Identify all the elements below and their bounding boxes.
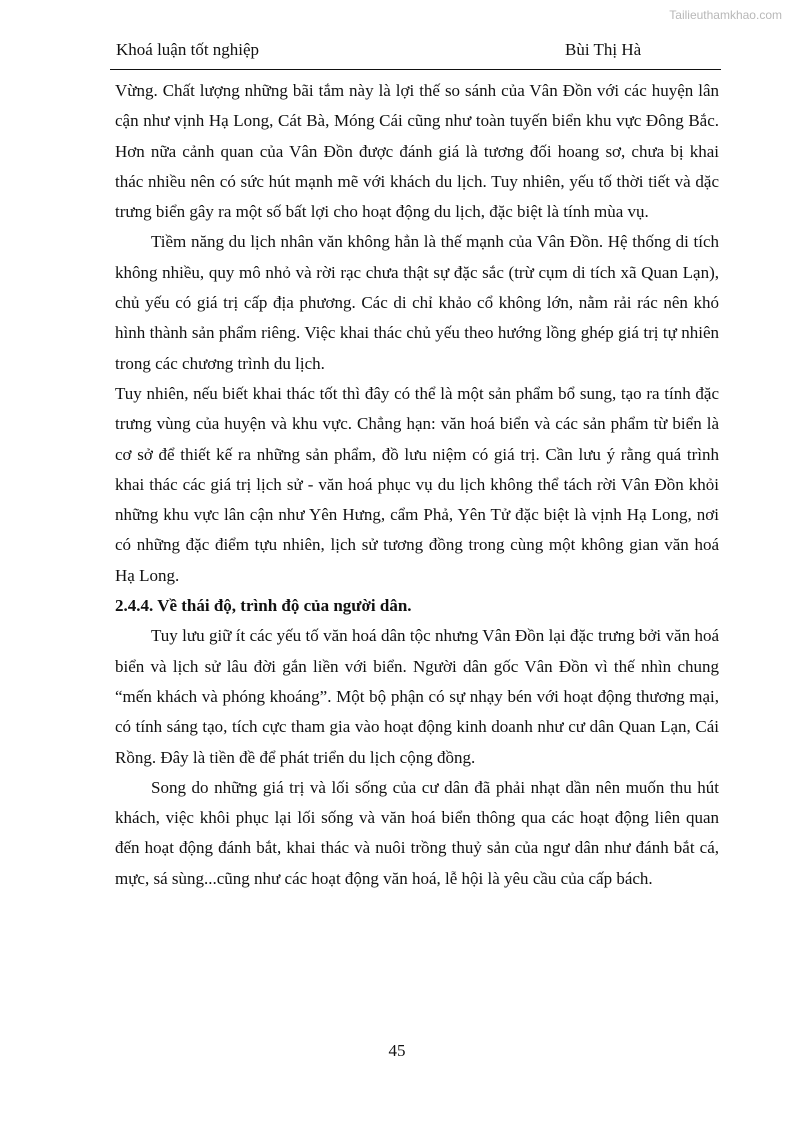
paragraph-restoration: Song do những giá trị và lối sống của cư dân đã phải nhạt dần nên muốn thu hút khách, việc khôi phục lại lối sống và văn hoá biển thông qua các hoạt động liên quan đến hoạt động đánh bắt, khai thác và nuôi trồng thuỷ sản của ngư dân như đánh bắt cá, mực, sá sùng...cũng như các hoạt động văn hoá, lễ hội là yêu cầu của cấp bách. [115,777,719,888]
paragraph-residents: Tuy lưu giữ ít các yếu tố văn hoá dân tộc nhưng Vân Đồn lại đặc trưng bởi văn hoá biển và lịch sử lâu đời gắn liền với biển. Người dân gốc Vân Đồn vì thế nhìn chung “mến khách và phóng khoáng”. Một bộ phận có sự nhạy bén với hoạt động thương mại, có tính sáng tạo, tích cực tham gia vào hoạt động kinh doanh như cư dân Quan Lạn, Cái Rồng. Đây là tiền đề để phát triển du lịch cộng đồng. [115,626,719,767]
section-heading: 2.4.4. Về thái độ, trình độ của người dân. [115,596,412,616]
paragraph-exploitation: Tuy nhiên, nếu biết khai thác tốt thì đây có thể là một sản phẩm bổ sung, tạo ra tính đặc trưng vùng của huyện và khu vực. Chẳng hạn: văn hoá biển và các sản phẩm từ biển là cơ sở để thiết kế ra những sản phẩm, đồ lưu niệm có giá trị. Cần lưu ý rằng quá trình khai thác các giá trị lịch sử - văn hoá phục vụ du lịch không thể tách rời Vân Đồn khỏi những khu vực lân cận như Yên Hưng, cẩm Phả, Yên Tử đặc biệt là vịnh Hạ Long, nơi có những đặc điểm tựu nhiên, lịch sử tương đồng trong cùng một không gian văn hoá Hạ Long. [115,383,719,585]
header-rule [110,69,721,70]
page-header [114,40,719,66]
page-number: 45 [388,1041,406,1060]
header-author: Bùi Thị Hà [565,40,642,59]
paragraph-cultural-potential: Tiềm năng du lịch nhân văn không hẳn là thế mạnh của Vân Đồn. Hệ thống di tích không nhiều, quy mô nhỏ và rời rạc chưa thật sự đặc sắc (trừ cụm di tích xã Quan Lạn), chủ yếu có giá trị cấp địa phương. Các di chỉ khảo cổ không lớn, nằm rải rác nên khó hình thành sản phẩm riêng. Việc khai thác chủ yếu theo hướng lồng ghép giá trị tự nhiên trong các chương trình du lịch. [115,232,719,373]
watermark: Tailieuthamkhao.com [669,8,782,22]
document-body [115,76,719,894]
paragraph-beaches: Vừng. Chất lượng những bãi tắm này là lợi thế so sánh của Vân Đồn với các huyện lân cận như vịnh Hạ Long, Cát Bà, Móng Cái cũng như toàn tuyến biển khu vực Đông Bắc. Hơn nữa cảnh quan của Vân Đồn được đánh giá là tương đối hoang sơ, chưa bị khai thác nhiều nên có sức hút mạnh mẽ với khách du lịch. Tuy nhiên, yếu tố thời tiết và dặc trưng biển gây ra một số bất lợi cho hoạt động du lịch, đặc biệt là tính mùa vụ. [115,81,719,222]
header-thesis-title: Khoá luận tốt nghiệp [116,40,260,59]
